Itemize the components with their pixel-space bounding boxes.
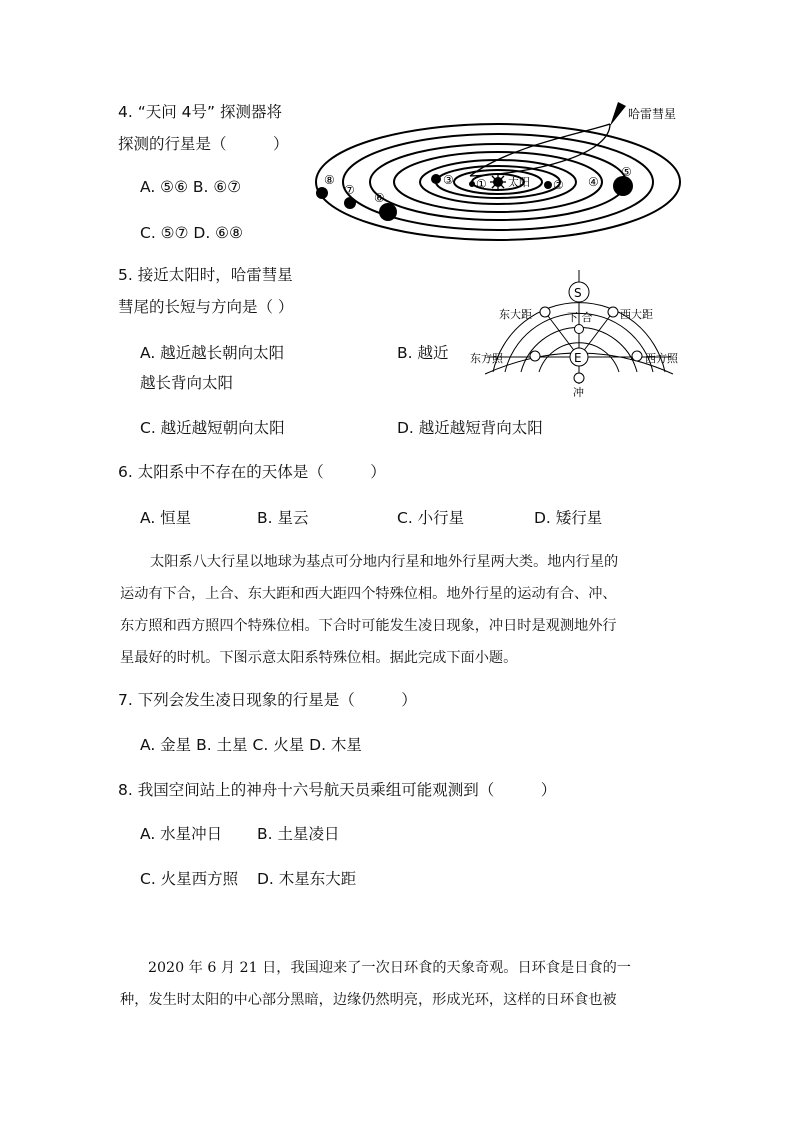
- q6-option-a: A. 恒星: [140, 509, 192, 527]
- q6-option-b: B. 星云: [257, 509, 309, 527]
- passage1-line4: 星最好的时机。下图示意太阳系特殊位相。据此完成下面小题。: [120, 650, 518, 666]
- planet-6-label: ⑥: [374, 191, 385, 205]
- opposition-label: 冲: [573, 386, 584, 399]
- q5-option-b: B. 越近: [397, 344, 449, 362]
- east-elongation-point: [540, 307, 550, 317]
- passage1-line1: 太阳系八大行星以地球为基点可分地内行星和地外行星两大类。地内行星的: [150, 554, 619, 570]
- q7-options: A. 金星 B. 土星 C. 火星 D. 木星: [140, 736, 362, 754]
- west-quadrature-label: 西方照: [645, 352, 678, 365]
- q6-stem: 6. 太阳系中不存在的天体是（ ）: [118, 463, 386, 481]
- q7-stem: 7. 下列会发生凌日现象的行星是（ ）: [118, 691, 417, 709]
- q5-stem-line1: 5. 接近太阳时，哈雷彗星: [118, 266, 293, 284]
- passage1-line3: 东方照和西方照四个特殊位相。下合时可能发生凌日现象，冲日时是观测地外行: [120, 618, 617, 634]
- planet-7-label: ⑦: [344, 183, 355, 197]
- east-quadrature-point: [530, 351, 540, 361]
- q6-option-c: C. 小行星: [397, 509, 465, 527]
- passage2-line1: 2020 年 6 月 21 日，我国迎来了一次日环食的天象奇观。日环食是日食的一: [148, 960, 631, 976]
- planet-3: [431, 174, 441, 184]
- comet-tail: [610, 102, 626, 126]
- conjunction-label: 下 合: [567, 311, 593, 324]
- planet-6: [379, 203, 397, 221]
- opposition-point: [574, 373, 584, 383]
- q5-option-b-cont: 越长背向太阳: [140, 374, 234, 392]
- planet-8-label: ⑧: [324, 173, 335, 187]
- west-elongation-point: [608, 307, 618, 317]
- planet-5: [613, 176, 633, 196]
- planet-2: [544, 181, 552, 189]
- planet-4-label: ④: [588, 175, 599, 189]
- sun-label: 太阳: [508, 176, 530, 189]
- q4-stem-line1: 4. “天问 4号” 探测器将: [118, 103, 282, 121]
- planet-8: [316, 187, 328, 199]
- planet-3-label: ③: [443, 173, 454, 187]
- passage2-line2: 种，发生时太阳的中心部分黑暗，边缘仍然明亮，形成光环，这样的日环食也被: [120, 992, 617, 1008]
- passage1-line2: 运动有下合，上合、东大距和西大距四个特殊位相。地外行星的运动有合、冲、: [120, 586, 617, 602]
- q8-stem: 8. 我国空间站上的神舟十六号航天员乘组可能观测到（ ）: [118, 781, 557, 799]
- q5-stem-line2: 彗尾的长短与方向是（ ）: [118, 298, 294, 316]
- q4-options-cd: C. ⑤⑦ D. ⑥⑧: [140, 224, 243, 242]
- west-quadrature-point: [632, 351, 642, 361]
- planet-7: [344, 197, 356, 209]
- q8-option-d: D. 木星东大距: [257, 870, 357, 888]
- q8-option-c: C. 火星西方照: [140, 870, 239, 888]
- planet-5-label: ⑤: [621, 165, 632, 179]
- sun-icon: [490, 174, 506, 190]
- planetary-phases-diagram: [465, 262, 695, 400]
- sun-node-label: S: [574, 286, 582, 300]
- comet-label: 哈雷彗星: [628, 107, 677, 121]
- q5-option-a: A. 越近越长朝向太阳: [140, 344, 285, 362]
- planet-1-label: ①: [476, 177, 487, 191]
- west-elongation-label: 西大距: [620, 308, 653, 321]
- planet-1: [469, 181, 475, 187]
- planet-2-label: ②: [553, 178, 564, 192]
- q4-options-ab: A. ⑤⑥ B. ⑥⑦: [140, 178, 242, 196]
- q4-stem-line2: 探测的行星是（ ）: [118, 135, 289, 153]
- solar-system-diagram: [310, 96, 690, 246]
- east-elongation-label: 东大距: [499, 308, 532, 321]
- q5-option-d: D. 越近越短背向太阳: [397, 419, 543, 437]
- q8-option-a: A. 水星冲日: [140, 825, 223, 843]
- east-quadrature-label: 东方照: [470, 352, 503, 365]
- q8-option-b: B. 土星凌日: [257, 825, 340, 843]
- earth-node-label: E: [574, 351, 582, 365]
- q5-option-c: C. 越近越短朝向太阳: [140, 419, 285, 437]
- inferior-conjunction-point: [575, 325, 584, 334]
- q6-option-d: D. 矮行星: [534, 509, 603, 527]
